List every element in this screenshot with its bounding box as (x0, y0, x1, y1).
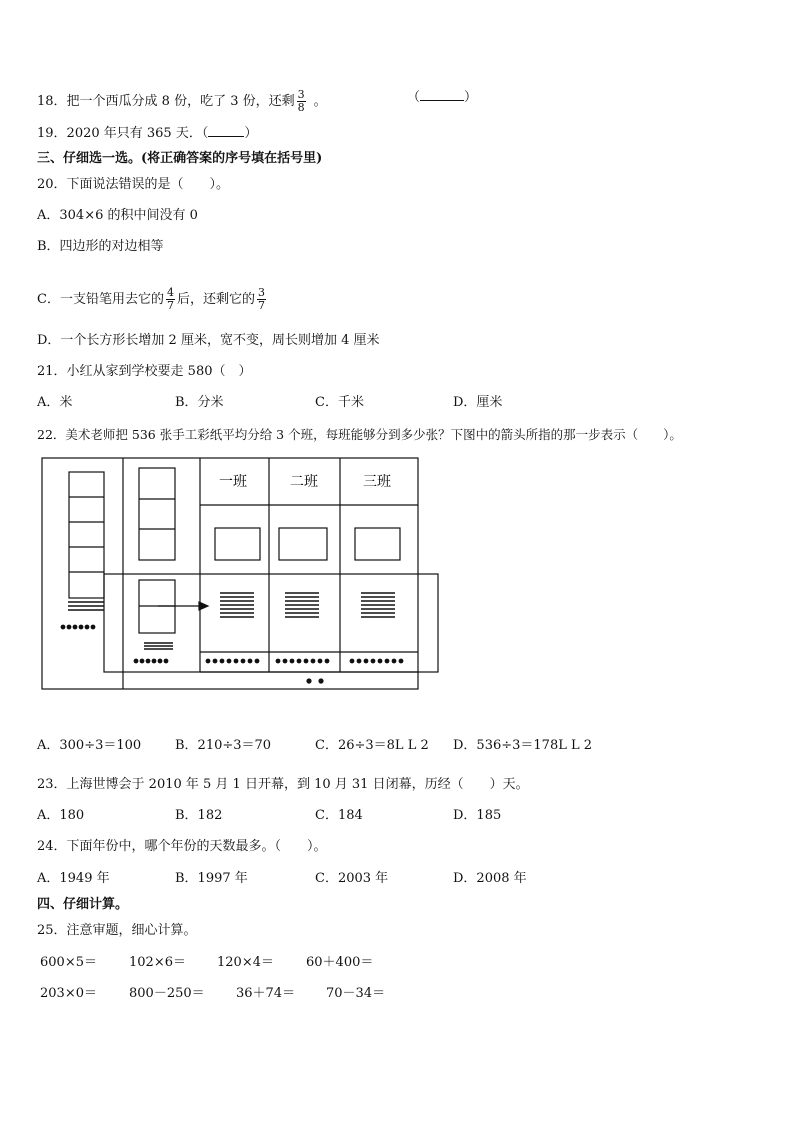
class3-tens-bars (361, 593, 395, 617)
q20-c-den1: 7 (166, 299, 174, 312)
q21-option-c[interactable]: C．千米 (315, 395, 364, 410)
class1-label: 一班 (219, 474, 247, 490)
q20-option-b[interactable]: B．四边形的对边相等 (37, 239, 164, 254)
q20-c-mid: 后，还剩它的 (176, 292, 255, 307)
calc-item[interactable]: 203×0＝ (40, 986, 97, 1001)
left-hundreds-stack (69, 472, 104, 598)
q23-option-b[interactable]: B．182 (175, 808, 223, 823)
q22-division-diagram (40, 456, 442, 692)
q22-option-c[interactable]: C．26÷3＝8L L 2 (315, 738, 429, 753)
q21-option-a[interactable]: A．米 (37, 395, 73, 410)
q22-stem: 22．美术老师把 536 张手工彩纸平均分给 3 个班，每班能够分到多少张？下图中的箭头所指的那一步表示（ ）。 (37, 427, 682, 442)
calc-item[interactable]: 60＋400＝ (306, 955, 374, 970)
calc-item[interactable]: 70－34＝ (326, 986, 386, 1001)
calc-item[interactable]: 120×4＝ (217, 955, 274, 970)
middle-ones-dots (134, 659, 169, 664)
q23-option-d[interactable]: D．185 (453, 808, 502, 823)
q24-option-d[interactable]: D．2008 年 (453, 871, 527, 886)
q23-stem: 23．上海世博会于 2010 年 5 月 1 日开幕，到 10 月 31 日闭幕，历经（ ）天。 (37, 777, 529, 792)
q19-paren-close: ） (244, 126, 258, 141)
q18-text: 18．把一个西瓜分成 8 份，吃了 3 份，还剩 (37, 94, 295, 109)
q19-answer-blank[interactable] (208, 125, 244, 137)
q22-option-d[interactable]: D．536÷3＝178L L 2 (453, 738, 593, 753)
tens-bars (68, 593, 395, 649)
q18-fraction (297, 89, 306, 114)
q24-option-b[interactable]: B．1997 年 (175, 871, 248, 886)
q18-paren-close: ） (464, 90, 478, 105)
class1-tens-bars (220, 593, 254, 617)
q25-stem: 25．注意审题，细心计算。 (37, 923, 197, 938)
q20-option-c[interactable] (37, 287, 268, 312)
q18-paren-open: （ (407, 90, 421, 105)
q21-option-d[interactable]: D．厘米 (453, 395, 503, 410)
q22-option-a[interactable]: A．300÷3＝100 (37, 738, 142, 753)
q19-text: 19．2020 年只有 365 天．（ (37, 126, 209, 141)
left-tens-bars (68, 602, 104, 610)
middle-hundreds-stack (139, 468, 175, 560)
remainder-dots (306, 678, 323, 683)
class2-tens-bars (285, 593, 319, 617)
class3-hundred-box (355, 528, 400, 560)
q24-option-a[interactable]: A．1949 年 (37, 871, 110, 886)
calc-item[interactable]: 800－250＝ (129, 986, 205, 1001)
diagram-arrow (158, 602, 208, 610)
q21-option-b[interactable]: B．分米 (175, 395, 224, 410)
q22-option-b[interactable]: B．210÷3＝70 (175, 738, 272, 753)
q20-option-d[interactable]: D．一个长方形长增加 2 厘米，宽不变，周长则增加 4 厘米 (37, 333, 380, 348)
q20-c-den2: 7 (257, 299, 265, 312)
question-18 (37, 89, 327, 114)
q20-stem: 20．下面说法错误的是（ ）。 (37, 177, 230, 192)
question-19 (37, 125, 257, 142)
class3-label: 三班 (363, 474, 391, 490)
class2-hundred-box (279, 528, 327, 560)
q20-c-fraction-2 (257, 287, 266, 312)
q23-option-c[interactable]: C．184 (315, 808, 363, 823)
q20-option-a[interactable]: A．304×6 的积中间没有 0 (37, 208, 198, 223)
class3-ones-dots (350, 659, 404, 664)
q20-c-num1: 4 (166, 286, 174, 299)
class2-ones-dots (276, 659, 330, 664)
q18-answer-paren[interactable] (407, 89, 477, 106)
middle-tens-bars (144, 643, 173, 649)
class2-label: 二班 (290, 474, 318, 490)
q24-option-c[interactable]: C．2003 年 (315, 871, 389, 886)
q18-numerator: 3 (297, 88, 305, 101)
q20-c-fraction-1 (166, 287, 175, 312)
class1-hundred-box (215, 528, 260, 560)
left-ones-dots (61, 625, 96, 630)
q20-c-text: C．一支铅笔用去它的 (37, 292, 164, 307)
q24-stem: 24．下面年份中，哪个年份的天数最多。（ ）。 (37, 839, 327, 854)
q23-option-a[interactable]: A．180 (37, 808, 85, 823)
calc-item[interactable]: 36＋74＝ (236, 986, 296, 1001)
class1-ones-dots (206, 659, 260, 664)
q21-stem: 21．小红从家到学校要走 580（ ） (37, 364, 252, 379)
section-3-heading: 三、仔细选一选。(将正确答案的序号填在括号里) (37, 151, 323, 166)
q18-denominator: 8 (297, 101, 305, 114)
diagram-highlight-box (104, 574, 438, 672)
section-4-heading: 四、仔细计算。 (37, 897, 129, 912)
q18-suffix: 。 (313, 94, 327, 109)
ones-dots (61, 625, 404, 684)
q18-answer-blank[interactable] (420, 89, 464, 101)
q20-c-num2: 3 (257, 286, 265, 299)
calc-item[interactable]: 600×5＝ (40, 955, 97, 970)
calc-item[interactable]: 102×6＝ (129, 955, 186, 970)
